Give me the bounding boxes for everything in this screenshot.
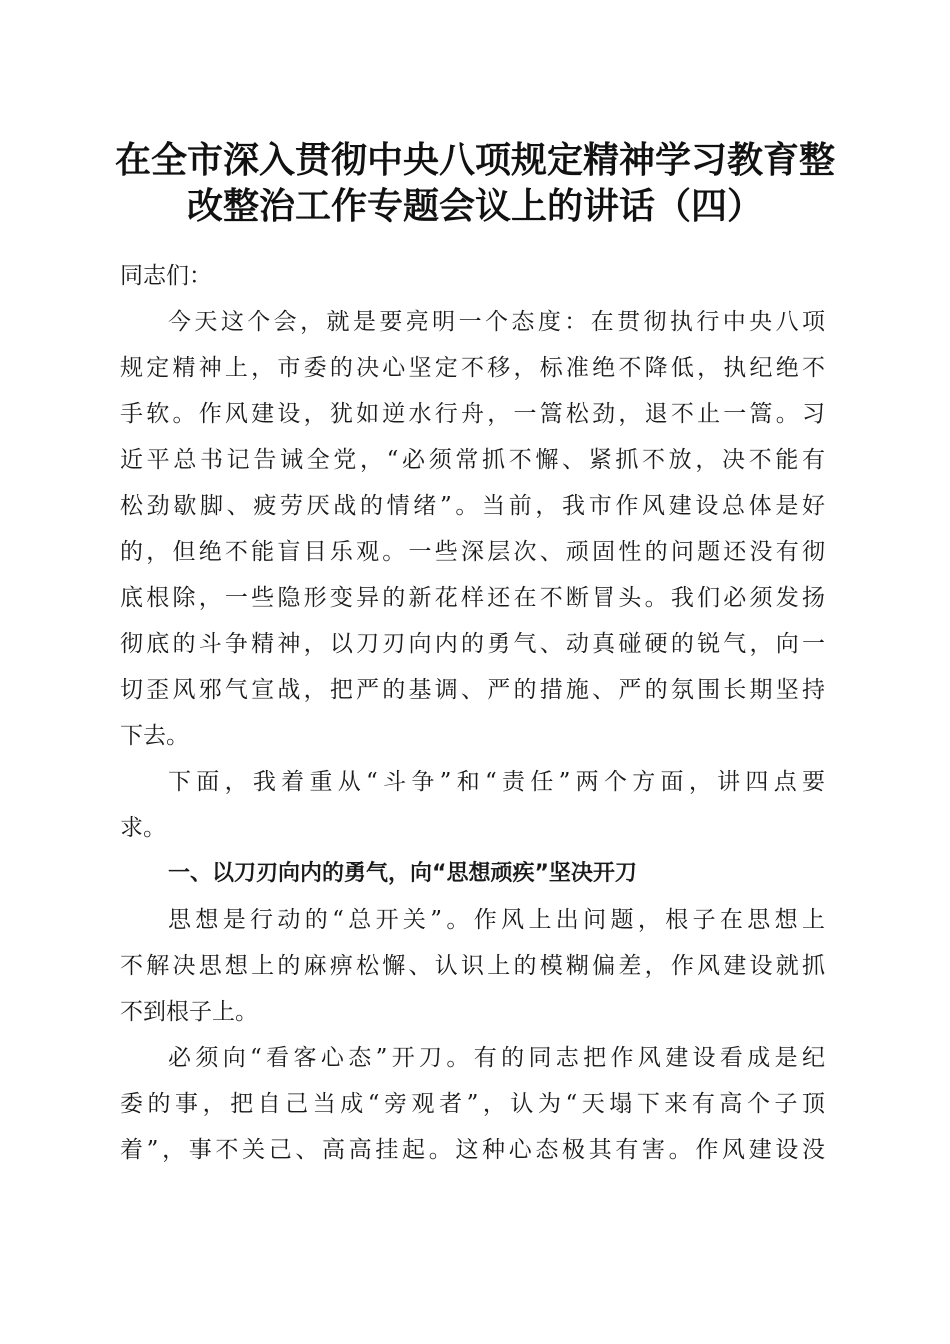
paragraph-1 <box>120 299 825 759</box>
paragraph-line: 手软。作风建设，犹如逆水行舟，一篙松劲，退不止一篙。习 <box>120 401 825 427</box>
paragraph-line: 委的事，把自己当成“旁观者”，认为“天塌下来有高个子顶 <box>120 1091 825 1117</box>
salutation: 同志们： <box>120 263 212 289</box>
paragraph-line: 彻底的斗争精神，以刀刃向内的勇气、动真碰硬的锐气，向一 <box>120 631 825 657</box>
paragraph-line: 不解决思想上的麻痹松懈、认识上的模糊偏差，作风建设就抓 <box>120 953 825 979</box>
document-title-line-1: 在全市深入贯彻中央八项规定精神学习教育整 <box>114 139 835 181</box>
paragraph-line: 下去。 <box>120 723 189 749</box>
document-title-line-2: 改整治工作专题会议上的讲话（四） <box>186 185 763 227</box>
paragraph-line: 不到根子上。 <box>120 999 258 1025</box>
paragraph-line: 今天这个会，就是要亮明一个态度：在贯彻执行中央八项 <box>168 309 825 335</box>
section-heading-1: 一、以刀刃向内的勇气，向“思想顽疾”坚决开刀 <box>168 861 637 886</box>
document-body <box>120 253 825 1173</box>
paragraph-line: 的，但绝不能盲目乐观。一些深层次、顽固性的问题还没有彻 <box>120 539 825 565</box>
paragraph-2 <box>120 759 825 851</box>
paragraph-line: 底根除，一些隐形变异的新花样还在不断冒头。我们必须发扬 <box>120 585 825 611</box>
paragraph-line: 下面，我着重从“斗争”和“责任”两个方面，讲四点要 <box>168 769 825 795</box>
paragraph-line: 切歪风邪气宣战，把严的基调、严的措施、严的氛围长期坚持 <box>120 677 825 703</box>
paragraph-line: 必须向“看客心态”开刀。有的同志把作风建设看成是纪 <box>168 1045 825 1071</box>
paragraph-line: 求。 <box>120 815 166 841</box>
paragraph-line: 思想是行动的“总开关”。作风上出问题，根子在思想上 <box>168 907 825 933</box>
paragraph-line: 松劲歇脚、疲劳厌战的情绪”。当前，我市作风建设总体是好 <box>120 493 825 519</box>
paragraph-line: 近平总书记告诫全党，“必须常抓不懈、紧抓不放，决不能有 <box>120 447 825 473</box>
paragraph-4 <box>120 1035 825 1173</box>
paragraph-line: 着”，事不关己、高高挂起。这种心态极其有害。作风建设没 <box>120 1137 825 1163</box>
paragraph-line: 规定精神上，市委的决心坚定不移，标准绝不降低，执纪绝不 <box>120 355 825 381</box>
paragraph-3 <box>120 897 825 1035</box>
